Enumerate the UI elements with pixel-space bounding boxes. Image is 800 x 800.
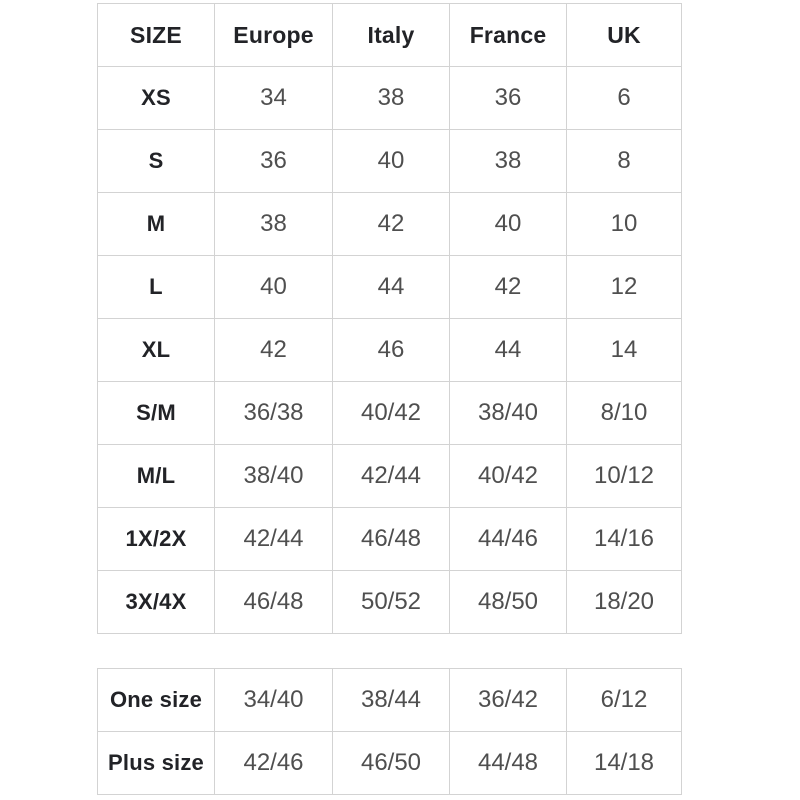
- special-sizes-table: [97, 668, 682, 795]
- value-cell: 36: [215, 130, 333, 193]
- value-cell: 40/42: [333, 382, 450, 445]
- size-label-cell: XS: [98, 67, 215, 130]
- size-label-cell: M: [98, 193, 215, 256]
- value-cell: 36/42: [450, 669, 567, 732]
- value-cell: 46: [333, 319, 450, 382]
- value-cell: 46/48: [333, 508, 450, 571]
- value-cell: 44: [450, 319, 567, 382]
- table-row: [98, 193, 682, 256]
- value-cell: 42/46: [215, 732, 333, 795]
- value-cell: 50/52: [333, 571, 450, 634]
- table-row: [98, 130, 682, 193]
- size-label-cell: Plus size: [98, 732, 215, 795]
- value-cell: 48/50: [450, 571, 567, 634]
- value-cell: 14: [567, 319, 682, 382]
- table-row: [98, 508, 682, 571]
- value-cell: 42/44: [215, 508, 333, 571]
- value-cell: 40: [450, 193, 567, 256]
- value-cell: 38: [333, 67, 450, 130]
- value-cell: 36: [450, 67, 567, 130]
- value-cell: 42: [450, 256, 567, 319]
- value-cell: 40: [333, 130, 450, 193]
- value-cell: 44/48: [450, 732, 567, 795]
- value-cell: 38/40: [215, 445, 333, 508]
- value-cell: 8: [567, 130, 682, 193]
- table-row: [98, 669, 682, 732]
- value-cell: 14/16: [567, 508, 682, 571]
- size-label-cell: XL: [98, 319, 215, 382]
- table-row: [98, 571, 682, 634]
- value-cell: 14/18: [567, 732, 682, 795]
- value-cell: 42: [215, 319, 333, 382]
- table-row: [98, 382, 682, 445]
- header-cell-europe: Europe: [215, 4, 333, 67]
- size-charts-section: [97, 3, 682, 795]
- table-row: [98, 256, 682, 319]
- table-row: [98, 67, 682, 130]
- value-cell: 6/12: [567, 669, 682, 732]
- value-cell: 44/46: [450, 508, 567, 571]
- value-cell: 34: [215, 67, 333, 130]
- size-conversion-table: [97, 3, 682, 634]
- value-cell: 46/50: [333, 732, 450, 795]
- value-cell: 40: [215, 256, 333, 319]
- size-label-cell: 3X/4X: [98, 571, 215, 634]
- value-cell: 10: [567, 193, 682, 256]
- value-cell: 38/40: [450, 382, 567, 445]
- size-label-cell: One size: [98, 669, 215, 732]
- size-label-cell: L: [98, 256, 215, 319]
- table-row: [98, 445, 682, 508]
- value-cell: 38: [450, 130, 567, 193]
- value-cell: 10/12: [567, 445, 682, 508]
- value-cell: 12: [567, 256, 682, 319]
- table-row: [98, 319, 682, 382]
- value-cell: 42: [333, 193, 450, 256]
- table-header-row: [98, 4, 682, 67]
- table-row: [98, 732, 682, 795]
- value-cell: 36/38: [215, 382, 333, 445]
- header-cell-uk: UK: [567, 4, 682, 67]
- header-cell-size: SIZE: [98, 4, 215, 67]
- size-label-cell: 1X/2X: [98, 508, 215, 571]
- value-cell: 34/40: [215, 669, 333, 732]
- value-cell: 46/48: [215, 571, 333, 634]
- value-cell: 6: [567, 67, 682, 130]
- value-cell: 40/42: [450, 445, 567, 508]
- value-cell: 8/10: [567, 382, 682, 445]
- size-label-cell: S/M: [98, 382, 215, 445]
- value-cell: 44: [333, 256, 450, 319]
- value-cell: 38: [215, 193, 333, 256]
- header-cell-italy: Italy: [333, 4, 450, 67]
- size-label-cell: M/L: [98, 445, 215, 508]
- value-cell: 18/20: [567, 571, 682, 634]
- header-cell-france: France: [450, 4, 567, 67]
- value-cell: 42/44: [333, 445, 450, 508]
- value-cell: 38/44: [333, 669, 450, 732]
- size-label-cell: S: [98, 130, 215, 193]
